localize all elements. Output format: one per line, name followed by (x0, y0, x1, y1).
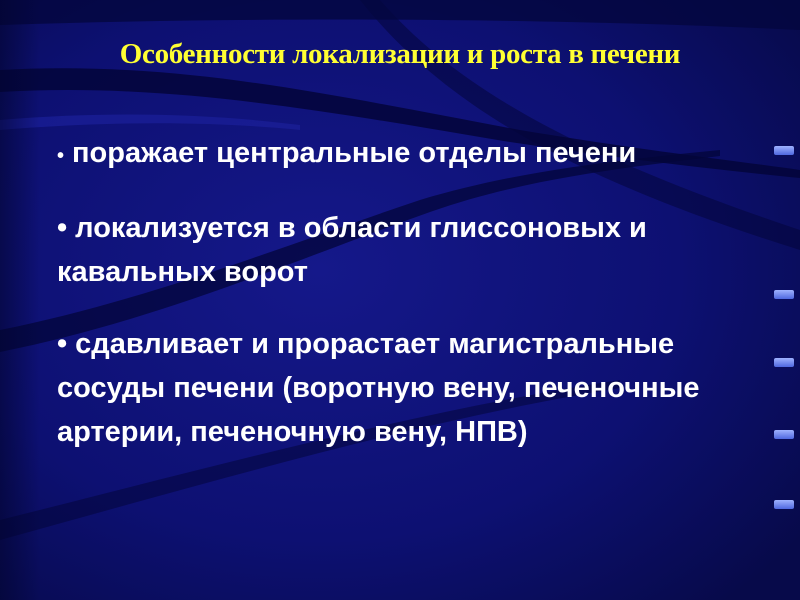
bullet-text: поражает центральные отделы печени (72, 137, 637, 169)
bullet-list (57, 131, 717, 482)
bullet-text: локализуется в области глиссоновых и кавальных ворот (57, 212, 647, 288)
bullet-marker: • (57, 212, 68, 244)
accent-dash (774, 290, 794, 299)
bullet-item (57, 322, 717, 454)
slide-title: Особенности локализации и роста в печени (119, 38, 681, 70)
accent-dash (774, 146, 794, 155)
bullet-item (57, 206, 717, 294)
bullet-text: сдавливает и прорастает магистральные сосуды печени (воротную вену, печеночные артерии, печеночную вену, НПВ) (57, 328, 700, 448)
accent-dash (774, 430, 794, 439)
bullet-item (57, 131, 717, 178)
bullet-marker: • (57, 328, 68, 360)
accent-dash (774, 500, 794, 509)
accent-dash (774, 358, 794, 367)
bullet-marker: • (57, 145, 65, 167)
